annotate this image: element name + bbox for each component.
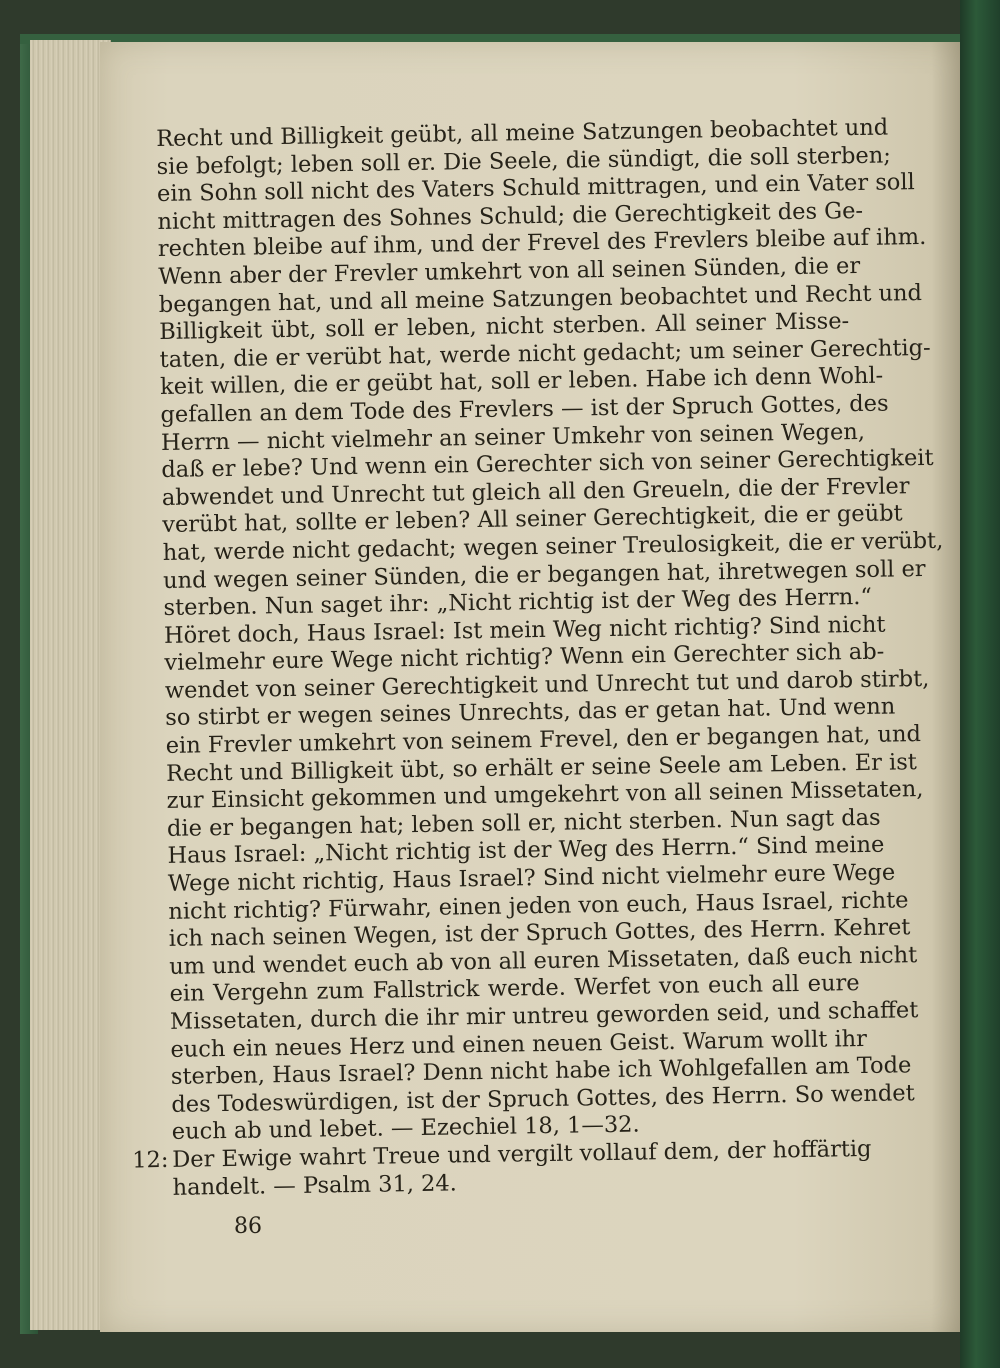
body-text [132,114,944,1202]
text-line: gefallen an dem Tode des Frevlers — ist der Spruch Gottes, des [160,390,889,428]
text-line: vielmehr eure Wege nicht richtig? Wenn ein Gerechter sich ab- [164,638,885,677]
text-line: sterben, Haus Israel? Denn nicht habe ich Wohlgefallen am Tode [170,1052,912,1091]
text-line: ein Frevler umkehrt von seinem Frevel, den er begangen hat, und [165,721,922,759]
text-line: nicht richtig? Fürwahr, einen jeden von euch, Haus Israel, richte [168,886,909,925]
text-line: Herrn — nicht vielmehr an seiner Umkehr von seinen Wegen, [160,418,866,456]
text-line: Wenn aber der Frevler umkehrt von all seinen Sünden, die er [158,252,861,290]
text-line: abwendet und Unrecht tut gleich all den Greueln, die der Frevler [161,472,910,511]
book-cover-right [960,0,1000,1368]
page-number: 86 [234,1214,262,1239]
text-line: die er begangen hat; leben soll er, nicht sterben. Nun sagt das [166,804,881,842]
text-line: ein Sohn soll nicht des Vaters Schuld mittragen, und ein Vater soll [156,169,915,208]
text-line: rechten bleibe auf ihm, und der Frevel des Frevlers bleibe auf ihm. [157,224,927,263]
text-line: handelt. — Psalm 31, 24. [172,1169,458,1201]
text-line: euch ein neues Herz und einen neuen Geist. Warum wollt ihr [170,1025,868,1063]
text-line: Recht und Billigkeit geübt, all meine Satzungen beobachtet und [156,114,889,152]
page-edges [30,40,111,1330]
text-line: verübt hat, sollte er leben? All seiner Gerechtigkeit, die er geübt [162,500,903,539]
text-line: wendet von seiner Gerechtigkeit und Unrecht tut und darob stirbt, [164,665,930,704]
text-line: ich nach seinen Wegen, ist der Spruch Gottes, des Herrn. Kehret [168,914,911,953]
verse-12 [132,1135,872,1202]
text-line: zur Einsicht gekommen und umgekehrt von all seinen Missetaten, [166,776,924,815]
text-line: daß er lebe? Und wenn ein Gerechter sich von seiner Gerechtigkeit [161,444,934,484]
text-line: Höret doch, Haus Israel: Ist mein Weg nicht richtig? Sind nicht [163,611,886,649]
text-line: euch ab und lebet. — Ezechiel 18, 1—32. [171,1111,640,1146]
text-line: nicht mittragen des Sohnes Schuld; die Gerechtigkeit des Ge- [157,197,864,235]
text-line: hat, werde nicht gedacht; wegen seiner Treulosigkeit, die er verübt, [162,527,944,566]
text-line: taten, die er verübt hat, werde nicht gedacht; um seiner Gerechtig- [159,334,931,373]
text-line: Recht und Billigkeit übt, so erhält er seine Seele am Leben. Er ist [165,748,918,787]
text-line: Wege nicht richtig, Haus Israel? Sind nicht vielmehr eure Wege [167,859,896,897]
text-line: und wegen seiner Sünden, die er begangen hat, ihretwegen soll er [162,555,926,594]
text-line: Der Ewige wahrt Treue und vergilt vollauf dem, der hoffärtig [172,1135,872,1173]
text-line: Billigkeit übt, soll er leben, nicht sterben. All seiner Misse- [159,308,850,346]
text-line: Missetaten, durch die ihr mir untreu geworden seid, und schaffet [169,997,919,1035]
text-line: ein Vergehn zum Fallstrick werde. Werfet von euch all eure [169,970,860,1008]
text-line: begangen hat, und all meine Satzungen beobachtet und Recht und [158,279,923,318]
text-line: um und wendet euch ab von all euren Missetaten, daß euch nicht [169,941,918,980]
text-line: des Todeswürdigen, ist der Spruch Gottes, des Herrn. So wendet [171,1079,915,1118]
text-line: keit willen, die er geübt hat, soll er leben. Habe ich denn Wohl- [159,362,884,401]
verse-number: 12: [132,1146,169,1174]
text-line: sie befolgt; leben soll er. Die Seele, die sündigt, die soll sterben; [156,142,892,180]
text-line: so stirbt er wegen seines Unrechts, das er getan hat. Und wenn [165,693,896,732]
text-line: Haus Israel: „Nicht richtig ist der Weg des Herrn.“ Sind meine [167,832,885,870]
text-line: sterben. Nun saget ihr: „Nicht richtig ist der Weg des Herrn.“ [163,583,873,622]
